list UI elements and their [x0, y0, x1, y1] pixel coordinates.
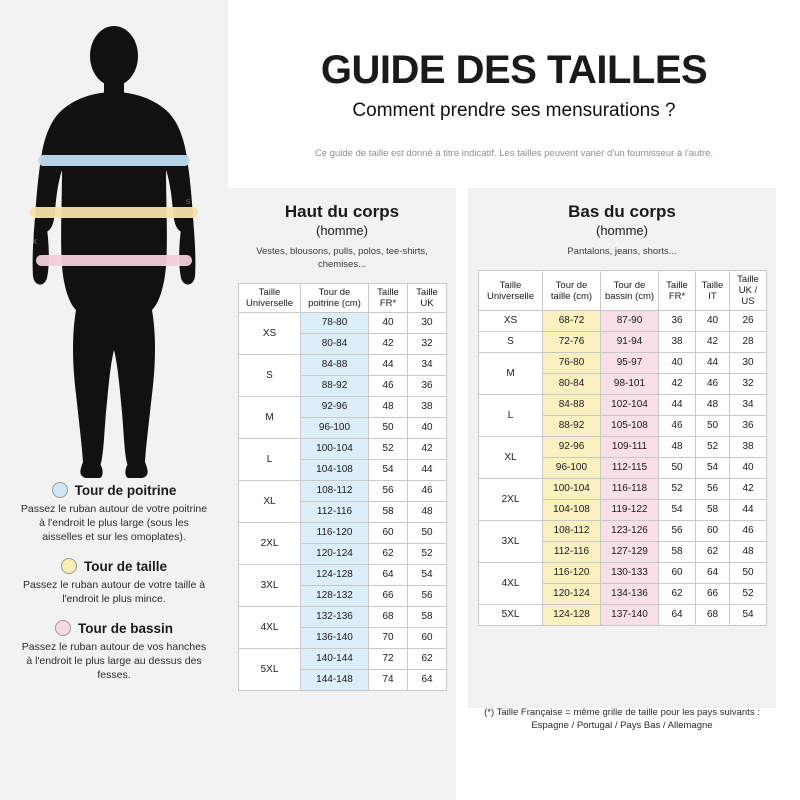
- table-cell: 136-140: [301, 628, 369, 649]
- table-cell: 54: [730, 605, 767, 626]
- table-cell: 92-96: [301, 397, 369, 418]
- table-cell: 48: [730, 542, 767, 563]
- size-label-cell: 3XL: [479, 521, 543, 563]
- table-cell: 48: [696, 395, 730, 416]
- table-cell: 96-100: [543, 458, 601, 479]
- size-label-cell: 2XL: [479, 479, 543, 521]
- table-cell: 68: [696, 605, 730, 626]
- table-cell: 80-84: [543, 374, 601, 395]
- table-cell: 119-122: [601, 500, 659, 521]
- table-row: [239, 649, 447, 670]
- table-cell: 112-116: [543, 542, 601, 563]
- table-cell: 76-80: [543, 353, 601, 374]
- table-cell: 102-104: [601, 395, 659, 416]
- table-cell: 36: [408, 376, 447, 397]
- table-cell: 56: [369, 481, 408, 502]
- chest-color-dot-icon: [52, 482, 68, 498]
- table-cell: 40: [696, 311, 730, 332]
- table-cell: 109-111: [601, 437, 659, 458]
- table-row: [479, 605, 767, 626]
- upper-body-description: Vestes, blousons, pulls, polos, tee-shirts, chemises...: [256, 246, 428, 270]
- table-cell: 42: [369, 334, 408, 355]
- table-cell: 48: [369, 397, 408, 418]
- table-cell: 84-88: [301, 355, 369, 376]
- table-cell: 60: [369, 523, 408, 544]
- table-cell: 38: [730, 437, 767, 458]
- table-row: [239, 607, 447, 628]
- table-cell: 68: [369, 607, 408, 628]
- table-cell: 62: [408, 649, 447, 670]
- table-cell: 48: [659, 437, 696, 458]
- table-cell: 48: [408, 502, 447, 523]
- table-cell: 40: [369, 313, 408, 334]
- table-cell: 56: [696, 479, 730, 500]
- table-cell: 38: [408, 397, 447, 418]
- table-cell: 112-115: [601, 458, 659, 479]
- table-cell: 50: [369, 418, 408, 439]
- table-row: [479, 479, 767, 500]
- legend-text-waist: Passez le ruban autour de votre taille à l'endroit le plus mince.: [22, 579, 206, 605]
- legend-item-chest: [8, 482, 220, 544]
- table-row: [239, 523, 447, 544]
- size-label-cell: XL: [239, 481, 301, 523]
- table-cell: 80-84: [301, 334, 369, 355]
- table-cell: 140-144: [301, 649, 369, 670]
- size-label-cell: XS: [479, 311, 543, 332]
- table-row: [479, 353, 767, 374]
- table-cell: 112-116: [301, 502, 369, 523]
- table-cell: 50: [659, 458, 696, 479]
- table-cell: 44: [408, 460, 447, 481]
- waist-measure-band: [30, 207, 198, 218]
- table-cell: 46: [696, 374, 730, 395]
- table-cell: 62: [369, 544, 408, 565]
- table-cell: 100-104: [301, 439, 369, 460]
- legend-title-hip: [8, 620, 220, 636]
- chest-measure-band: [38, 155, 190, 166]
- column-header: Tour de poitrine (cm): [301, 284, 369, 313]
- size-label-cell: 4XL: [239, 607, 301, 649]
- disclaimer-text: Ce guide de taille est donné à titre indicatif. Les tailles peuvent varier d'un fournisseur à l'autre.: [314, 148, 714, 159]
- table-cell: 50: [730, 563, 767, 584]
- table-cell: 84-88: [543, 395, 601, 416]
- size-label-cell: S: [479, 332, 543, 353]
- table-cell: 56: [408, 586, 447, 607]
- table-cell: 44: [369, 355, 408, 376]
- table-cell: 32: [408, 334, 447, 355]
- table-cell: 26: [730, 311, 767, 332]
- table-cell: 60: [659, 563, 696, 584]
- table-cell: 60: [696, 521, 730, 542]
- table-cell: 58: [696, 500, 730, 521]
- table-cell: 116-118: [601, 479, 659, 500]
- table-cell: 58: [369, 502, 408, 523]
- column-header: Taille FR*: [369, 284, 408, 313]
- size-label-cell: L: [239, 439, 301, 481]
- table-cell: 104-108: [543, 500, 601, 521]
- legend-text-chest: Passez le ruban autour de votre poitrine à l'endroit le plus large (sous les aisselles et sur les omoplates).: [20, 503, 208, 543]
- table-cell: 96-100: [301, 418, 369, 439]
- table-cell: 62: [696, 542, 730, 563]
- table-cell: 44: [730, 500, 767, 521]
- page-subtitle: Comment prendre ses mensurations ?: [352, 100, 676, 121]
- table-header-row: [479, 271, 767, 311]
- table-cell: 56: [659, 521, 696, 542]
- size-label-cell: 3XL: [239, 565, 301, 607]
- table-cell: 104-108: [301, 460, 369, 481]
- table-cell: 130-133: [601, 563, 659, 584]
- table-cell: 120-124: [543, 584, 601, 605]
- table-cell: 72: [369, 649, 408, 670]
- table-cell: 30: [730, 353, 767, 374]
- table-row: [239, 481, 447, 502]
- legend-label-chest: Tour de poitrine: [74, 482, 177, 498]
- table-row: [239, 313, 447, 334]
- size-label-cell: XL: [479, 437, 543, 479]
- table-cell: 44: [659, 395, 696, 416]
- table-cell: 64: [659, 605, 696, 626]
- page-title: GUIDE DES TAILLES: [320, 48, 708, 92]
- column-header: Taille IT: [696, 271, 730, 311]
- table-cell: 95-97: [601, 353, 659, 374]
- hip-color-dot-icon: [55, 620, 71, 636]
- table-cell: 128-132: [301, 586, 369, 607]
- column-header: Taille FR*: [659, 271, 696, 311]
- column-header: Taille UK: [408, 284, 447, 313]
- table-cell: 52: [369, 439, 408, 460]
- legend-text-hip: Passez le ruban autour de vos hanches à l'endroit le plus large au dessus des fesses.: [21, 641, 207, 681]
- lower-body-section: [468, 188, 776, 708]
- table-cell: 62: [659, 584, 696, 605]
- column-header: Taille Universelle: [479, 271, 543, 311]
- upper-body-title: Haut du corps: [284, 202, 400, 221]
- table-row: [479, 311, 767, 332]
- table-cell: 87-90: [601, 311, 659, 332]
- column-header: Tour de bassin (cm): [601, 271, 659, 311]
- table-cell: 120-124: [301, 544, 369, 565]
- size-label-cell: L: [479, 395, 543, 437]
- table-cell: 108-112: [301, 481, 369, 502]
- lower-body-title: Bas du corps: [568, 202, 676, 221]
- table-cell: 40: [408, 418, 447, 439]
- table-cell: 40: [730, 458, 767, 479]
- table-cell: 46: [408, 481, 447, 502]
- table-cell: 46: [730, 521, 767, 542]
- table-row: [479, 563, 767, 584]
- table-cell: 58: [659, 542, 696, 563]
- table-cell: 30: [408, 313, 447, 334]
- table-cell: 137-140: [601, 605, 659, 626]
- upper-body-subtitle: (homme): [315, 223, 368, 238]
- upper-body-size-table: [238, 283, 447, 691]
- table-cell: 42: [659, 374, 696, 395]
- table-cell: 74: [369, 670, 408, 691]
- male-silhouette-icon: [0, 18, 228, 488]
- footnote: (*) Taille Française = même grille de taille pour les pays suivants : Espagne / Portugal / Pays Bas / Allemagne: [484, 707, 760, 731]
- table-cell: 64: [369, 565, 408, 586]
- table-cell: 42: [696, 332, 730, 353]
- legend-label-hip: Tour de bassin: [77, 620, 173, 636]
- table-cell: 28: [730, 332, 767, 353]
- figure-wrap: stock stock stock: [0, 0, 228, 500]
- table-cell: 50: [696, 416, 730, 437]
- upper-body-section: [228, 188, 456, 800]
- table-cell: 46: [659, 416, 696, 437]
- table-row: [239, 565, 447, 586]
- table-row: [239, 397, 447, 418]
- table-cell: 36: [730, 416, 767, 437]
- table-cell: 66: [369, 586, 408, 607]
- column-header: Taille UK / US: [730, 271, 767, 311]
- table-cell: 44: [696, 353, 730, 374]
- table-cell: 66: [696, 584, 730, 605]
- table-cell: 105-108: [601, 416, 659, 437]
- legend-item-hip: [8, 620, 220, 682]
- table-row: [239, 355, 447, 376]
- table-cell: 70: [369, 628, 408, 649]
- table-cell: 54: [659, 500, 696, 521]
- table-cell: 91-94: [601, 332, 659, 353]
- table-cell: 123-126: [601, 521, 659, 542]
- left-panel: [0, 0, 228, 800]
- lower-body-description: Pantalons, jeans, shorts...: [567, 246, 677, 257]
- table-cell: 78-80: [301, 313, 369, 334]
- hip-measure-band: [36, 255, 192, 266]
- size-label-cell: M: [479, 353, 543, 395]
- table-cell: 46: [369, 376, 408, 397]
- table-cell: 34: [408, 355, 447, 376]
- table-cell: 60: [408, 628, 447, 649]
- table-cell: 127-129: [601, 542, 659, 563]
- lower-body-size-table: [478, 270, 767, 626]
- table-cell: 144-148: [301, 670, 369, 691]
- size-label-cell: M: [239, 397, 301, 439]
- table-cell: 52: [659, 479, 696, 500]
- table-row: [239, 439, 447, 460]
- table-cell: 54: [696, 458, 730, 479]
- size-label-cell: S: [239, 355, 301, 397]
- table-cell: 50: [408, 523, 447, 544]
- table-cell: 54: [369, 460, 408, 481]
- header: [228, 0, 800, 159]
- table-cell: 64: [408, 670, 447, 691]
- table-cell: 32: [730, 374, 767, 395]
- table-row: [479, 521, 767, 542]
- table-cell: 116-120: [543, 563, 601, 584]
- table-row: [479, 332, 767, 353]
- legend-title-chest: [8, 482, 220, 498]
- size-label-cell: 5XL: [479, 605, 543, 626]
- table-cell: 58: [408, 607, 447, 628]
- size-label-cell: 4XL: [479, 563, 543, 605]
- table-cell: 92-96: [543, 437, 601, 458]
- legend: [0, 482, 228, 696]
- table-cell: 116-120: [301, 523, 369, 544]
- size-label-cell: XS: [239, 313, 301, 355]
- table-cell: 72-76: [543, 332, 601, 353]
- size-label-cell: 5XL: [239, 649, 301, 691]
- table-cell: 134-136: [601, 584, 659, 605]
- table-cell: 36: [659, 311, 696, 332]
- table-cell: 52: [730, 584, 767, 605]
- table-cell: 54: [408, 565, 447, 586]
- table-cell: 42: [408, 439, 447, 460]
- column-header: Tour de taille (cm): [543, 271, 601, 311]
- table-cell: 52: [696, 437, 730, 458]
- legend-label-waist: Tour de taille: [83, 558, 167, 574]
- table-row: [479, 395, 767, 416]
- table-row: [479, 437, 767, 458]
- table-cell: 100-104: [543, 479, 601, 500]
- table-cell: 132-136: [301, 607, 369, 628]
- table-cell: 42: [730, 479, 767, 500]
- table-header-row: [239, 284, 447, 313]
- table-cell: 52: [408, 544, 447, 565]
- table-cell: 64: [696, 563, 730, 584]
- table-cell: 88-92: [301, 376, 369, 397]
- waist-color-dot-icon: [61, 558, 77, 574]
- table-cell: 40: [659, 353, 696, 374]
- table-cell: 34: [730, 395, 767, 416]
- table-cell: 108-112: [543, 521, 601, 542]
- table-cell: 98-101: [601, 374, 659, 395]
- column-header: Taille Universelle: [239, 284, 301, 313]
- size-label-cell: 2XL: [239, 523, 301, 565]
- table-cell: 124-128: [301, 565, 369, 586]
- lower-body-subtitle: (homme): [595, 223, 648, 238]
- legend-item-waist: [8, 558, 220, 606]
- table-cell: 38: [659, 332, 696, 353]
- table-cell: 124-128: [543, 605, 601, 626]
- legend-title-waist: [8, 558, 220, 574]
- table-cell: 68-72: [543, 311, 601, 332]
- table-cell: 88-92: [543, 416, 601, 437]
